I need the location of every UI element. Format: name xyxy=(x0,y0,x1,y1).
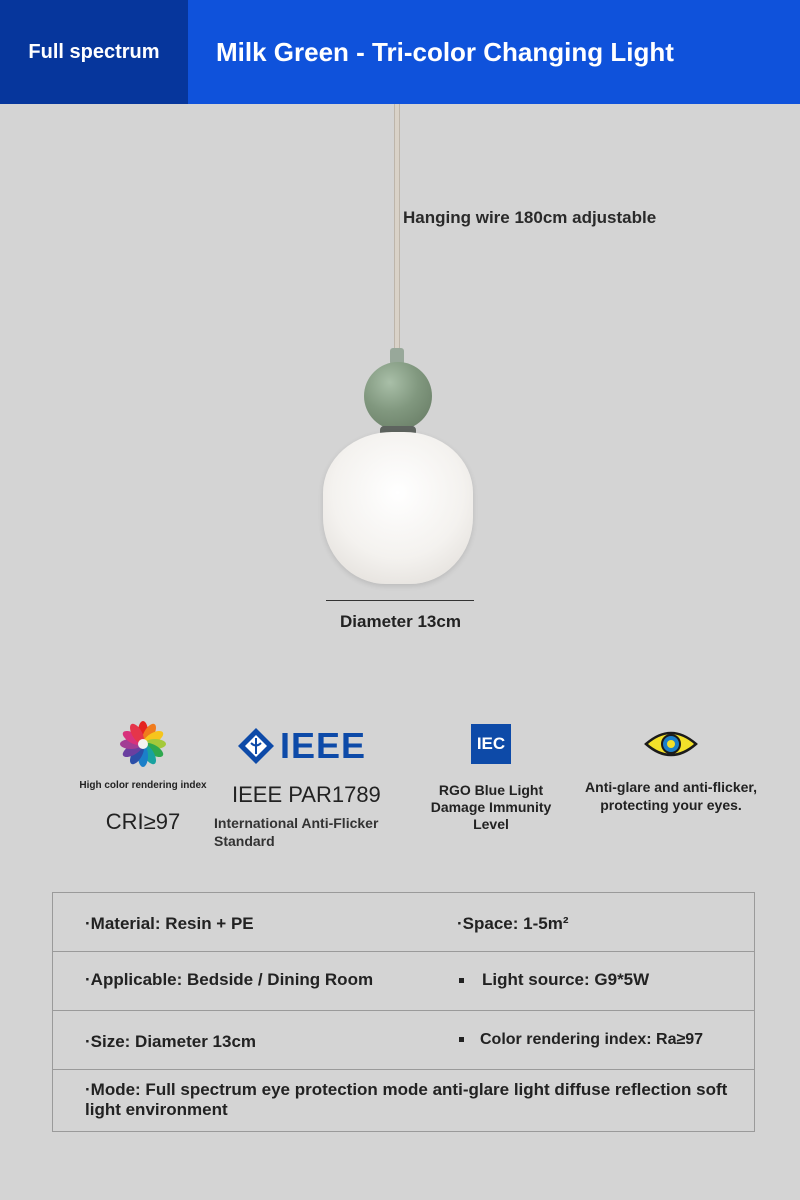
iec-badge xyxy=(418,724,564,833)
iec-logo-text: IEC xyxy=(476,734,506,753)
color-wheel-icon xyxy=(119,720,167,768)
spec-applicable: ·Applicable: Bedside / Dining Room xyxy=(85,970,374,989)
lamp-shade xyxy=(323,432,473,584)
page-title: Milk Green - Tri-color Changing Light xyxy=(216,36,674,67)
header-banner xyxy=(0,0,800,104)
spec-material: ·Material: Resin + PE xyxy=(85,914,254,933)
ieee-code: IEEE PAR1789 xyxy=(232,782,381,807)
hanging-wire xyxy=(394,104,400,352)
cri-value: CRI≥97 xyxy=(105,809,181,834)
spec-space: ·Space: 1-5m² xyxy=(457,914,569,933)
eye-icon xyxy=(644,724,698,764)
spec-size: ·Size: Diameter 13cm xyxy=(85,1032,257,1051)
wire-length-label: Hanging wire 180cm adjustable xyxy=(403,208,657,227)
bullet-icon xyxy=(459,1037,464,1042)
iec-logo xyxy=(471,724,511,764)
spec-light-source: Light source: G9*5W xyxy=(482,970,650,989)
iec-description: RGO Blue Light Damage Immunity Level xyxy=(430,782,552,832)
spec-table xyxy=(52,892,755,1132)
spec-cri: Color rendering index: Ra≥97 xyxy=(480,1031,704,1048)
spec-row xyxy=(53,952,754,1011)
ieee-logo-text: IEEE xyxy=(280,725,367,766)
lamp-green-ball xyxy=(364,362,432,430)
bullet-icon xyxy=(459,978,464,983)
spec-row xyxy=(53,1011,754,1070)
eye-protection-badge xyxy=(578,724,764,814)
diameter-dimension-line xyxy=(326,600,474,601)
diameter-label: Diameter 13cm xyxy=(340,612,461,631)
ieee-diamond-icon xyxy=(236,726,276,766)
spec-light-source-cell xyxy=(459,970,649,990)
spec-cri-cell xyxy=(459,1031,703,1049)
spec-mode: ·Mode: Full spectrum eye protection mode anti-glare light diffuse reflection soft light environment xyxy=(85,1080,728,1119)
ieee-badge xyxy=(214,724,404,850)
spec-row xyxy=(53,893,754,952)
spec-row xyxy=(53,1070,754,1131)
cri-badge xyxy=(78,720,208,835)
header-tag xyxy=(0,0,188,104)
cri-caption: High color rendering index xyxy=(79,780,207,791)
ieee-description: International Anti-Flicker Standard xyxy=(214,815,379,849)
header-tag-label: Full spectrum xyxy=(28,40,160,63)
eye-protection-description: Anti-glare and anti-flicker, protecting your eyes. xyxy=(585,779,757,813)
